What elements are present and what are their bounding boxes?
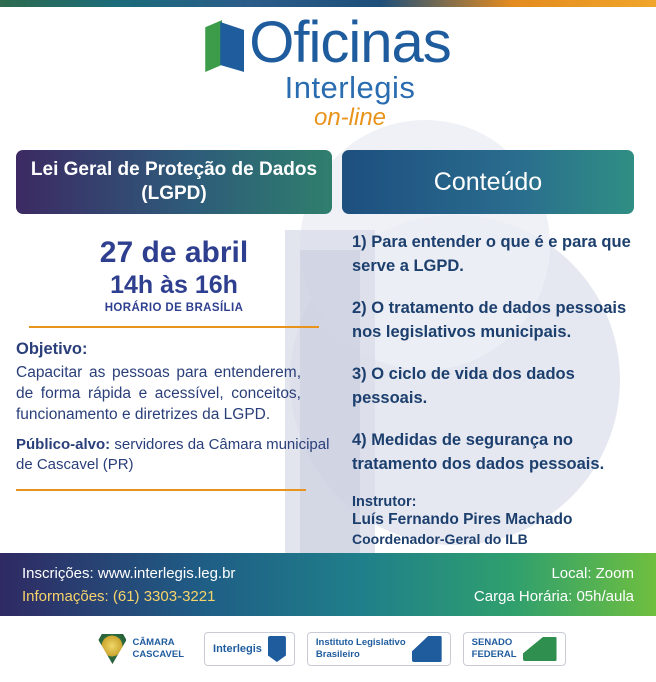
camara-cascavel-logo bbox=[90, 632, 192, 666]
left-column bbox=[16, 230, 332, 568]
brand-subtitle-online: on-line bbox=[313, 104, 387, 131]
ilb-logo-line1: Instituto Legislativo bbox=[315, 637, 406, 648]
shield-icon bbox=[98, 634, 126, 664]
footer-information: Informações: (61) 3303-3221 bbox=[22, 587, 216, 605]
title-bars bbox=[0, 150, 656, 214]
content-item-1: 1) Para entender o que é e para que serve a LGPD. bbox=[352, 233, 631, 275]
ilb-swoosh-icon bbox=[412, 636, 442, 662]
interlegis-mark-icon bbox=[205, 20, 245, 78]
footer-left bbox=[22, 562, 235, 608]
interlegis-logo bbox=[204, 632, 295, 666]
objective-text: Capacitar as pessoas para entenderem, de forma rápida e acessível, conceitos, funcionamento e diretrizes da LGPD. bbox=[16, 364, 301, 423]
body-columns bbox=[0, 230, 656, 568]
content-item-3: 3) O ciclo de vida dos dados pessoais. bbox=[352, 365, 575, 407]
interlegis-logo-text: Interlegis bbox=[213, 643, 262, 655]
content-item-4: 4) Medidas de segurança no tratamento dos dados pessoais. bbox=[352, 431, 605, 473]
instructor-label: Instrutor: bbox=[352, 494, 417, 510]
instructor-role-1: Coordenador-Geral do ILB bbox=[352, 531, 528, 547]
audience-label-text: Público-alvo: bbox=[16, 436, 111, 453]
footer-local: Local: Zoom bbox=[551, 564, 634, 582]
senado-swoosh-icon bbox=[523, 637, 557, 661]
senado-logo-line1: SENADO bbox=[471, 637, 513, 648]
brand-title: Oficinas bbox=[249, 10, 451, 75]
interlegis-mark-small-icon bbox=[268, 636, 286, 662]
audience-text: servidores da Câmara municipal de Cascavel (PR) bbox=[16, 436, 330, 473]
divider-bottom bbox=[16, 489, 306, 491]
poster-header bbox=[0, 0, 656, 150]
divider-top bbox=[29, 326, 319, 328]
footer-band bbox=[0, 553, 656, 616]
brand-subtitle: Interlegis bbox=[284, 70, 416, 105]
event-date: 27 de abril bbox=[99, 236, 249, 269]
objective-label: Objetivo: bbox=[16, 340, 88, 358]
brand-logo bbox=[0, 10, 656, 132]
instructor-name: Luís Fernando Pires Machado bbox=[352, 511, 573, 528]
course-title-bar: Lei Geral de Proteção de Dados (LGPD) bbox=[16, 150, 332, 214]
camara-logo-line1: CÂMARA bbox=[132, 637, 175, 648]
instituto-legislativo-brasileiro-logo bbox=[307, 632, 451, 666]
footer-workload: Carga Horária: 05h/aula bbox=[473, 587, 634, 605]
content-title-bar: Conteúdo bbox=[342, 150, 634, 214]
audience-label bbox=[16, 435, 332, 475]
footer-subscriptions[interactable]: Inscrições: www.interlegis.leg.br bbox=[22, 564, 236, 582]
camara-logo-line2: CASCAVEL bbox=[132, 649, 185, 660]
senado-logo-line2: FEDERAL bbox=[471, 649, 517, 660]
ilb-logo-line2: Brasileiro bbox=[315, 649, 360, 660]
content-item-2: 2) O tratamento de dados pessoais nos legislativos municipais. bbox=[352, 299, 627, 341]
event-time: 14h às 16h bbox=[110, 271, 238, 299]
footer-right bbox=[474, 562, 634, 608]
sponsor-logos bbox=[0, 616, 656, 682]
right-column bbox=[332, 230, 632, 568]
senado-federal-logo bbox=[463, 632, 566, 666]
event-timezone: HORÁRIO DE BRASÍLIA bbox=[104, 302, 244, 314]
